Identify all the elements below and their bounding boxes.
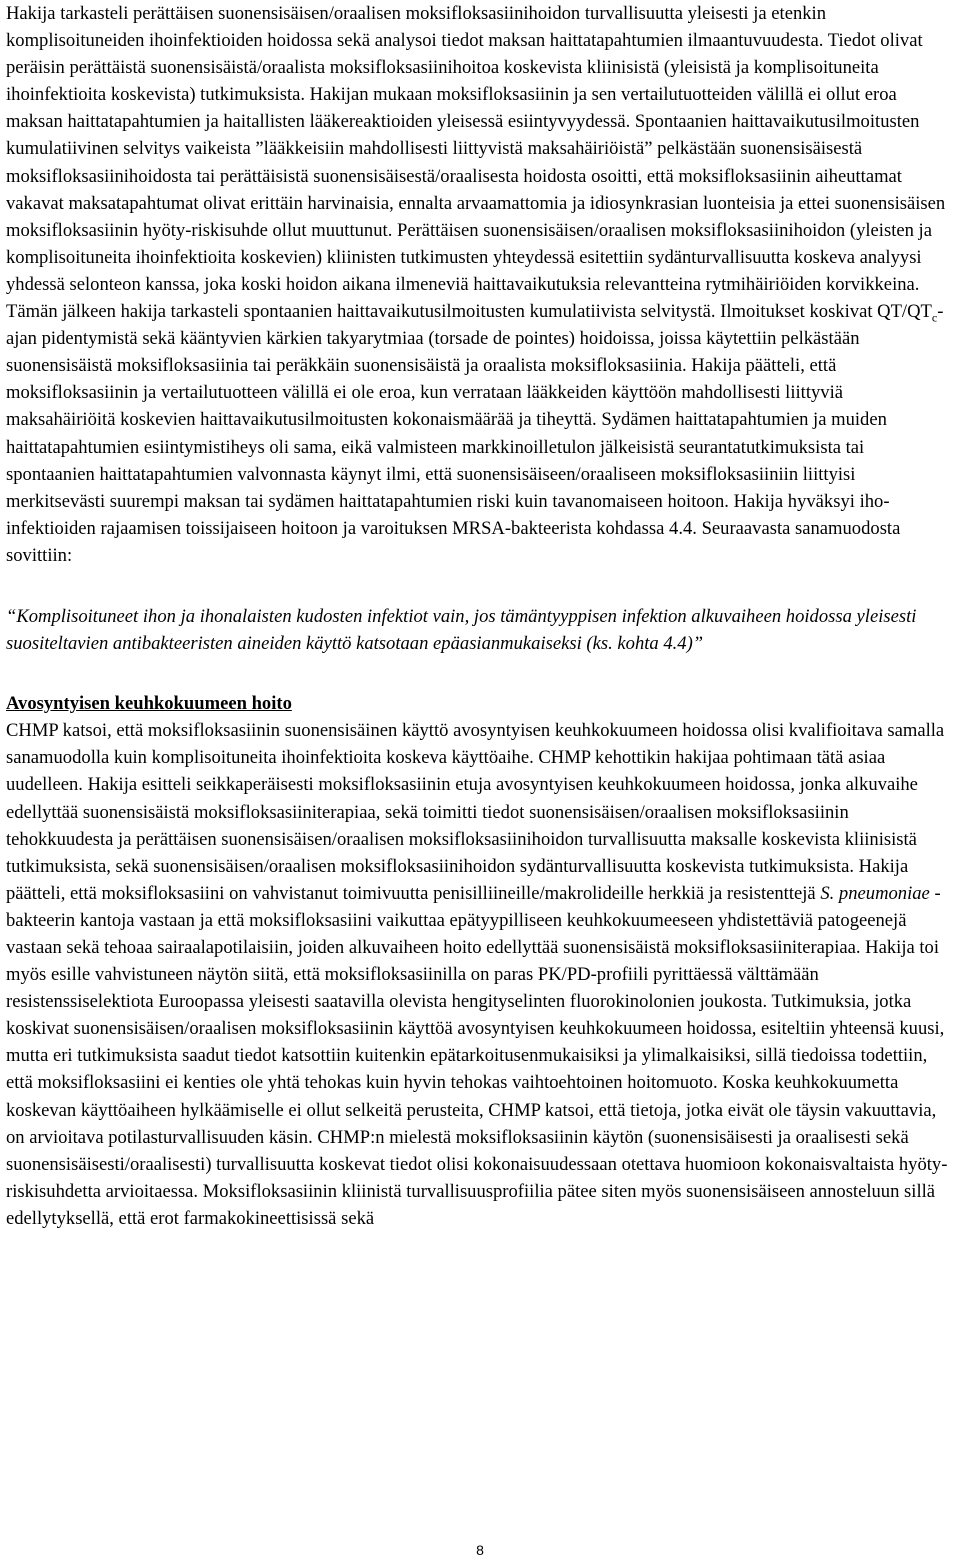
paragraph-text-continued: -bakteerin kantoja vastaan ja että moksifloksasiini vaikuttaa epätyypilliseen keuhkokuumeeseen yhdistettäviä patogeenejä vastaan sekä tehoaa sairaalapotilaisiin, joiden alkuvaiheen hoito edellyttää suonensisäistä moksifloksasiiniterapiaa. Hakija toi myös esille vahvistuneen näytön siitä, että moksifloksasiinilla on paras PK/PD-profiili pyrittäessä välttämään resistenssiselektiota Euroopassa yleisesti saatavilla olevista hengityselinten fluorokinolonien joukosta. Tutkimuksia, jotka koskivat suonensisäisen/oraalisen moksifloksasiinin käyttöä avosyntyisen keuhkokuumeen hoidossa, esiteltiin yhteensä kuusi, mutta eri tutkimuksista saadut tiedot katsottiin kuitenkin epätarkoitusenmukaisiksi ja ylimalkaisiksi, sillä tiedoissa todettiin, että moksifloksasiini ei kenties ole yhtä tehokas kuin hyvin tehokas vaihtoehtoinen hoitomuoto. Koska keuhkokuumetta koskevan käyttöaiheen hylkäämiselle ei ollut selkeitä perusteita, CHMP katsoi, että tietoja, jotka eivät ole täysin vakuuttavia, on arvioitava potilasturvallisuuden käsin. CHMP:n mielestä moksifloksasiinin käytön (suonensisäisesti ja oraalisesti sekä suonensisäisesti/oraalisesti) turvallisuutta koskevat tiedot olisi kokonaisuudessaan otettava huomioon kokonaisvaltaista hyöty-riskisuhdetta arvioitaessa. Moksifloksasiinin kliinistä turvallisuusprofiilia pätee siten myös suonensisäiseen annosteluun sillä edellytyksellä, että erot farmakokineettisissä sekä	[6, 882, 948, 1229]
body-paragraph-pneumonia	[6, 717, 954, 1232]
qtc-subscript: c	[931, 310, 938, 325]
document-page	[6, 0, 954, 1232]
agreed-wording-quote: “Komplisoituneet ihon ja ihonalaisten kudosten infektiot vain, jos tämäntyyppisen infektion alkuvaiheen hoidossa yleisesti suositeltavien antibakteeristen aineiden käyttö katsotaan epäasianmukaiseksi (ks. kohta 4.4)”	[6, 605, 917, 655]
body-paragraph-safety-analysis	[6, 0, 954, 569]
paragraph-text: CHMP katsoi, että moksifloksasiinin suonensisäinen käyttö avosyntyisen keuhkokuumeen hoidossa olisi kvalifioitava samalla sanamuodolla kuin komplisoituneita ihoinfektioita koskeva käyttöaihe. CHMP kehottikin hakijaa pohtimaan tätä asiaa uudelleen. Hakija esitteli seikkaperäisesti moksifloksasiinin etuja avosyntyisen keuhkokuumeen hoidossa, jonka alkuvaihe edellyttää suonensisäistä moksifloksasiiniterapiaa, sekä toimitti tiedot suonensisäisen/oraalisen moksifloksasiinin tehokkuudesta ja perättäisen suonensisäisen/oraalisen moksifloksasiinihoidon turvallisuutta maksalle koskevista kliinisistä tutkimuksista, sekä suonensisäisen/oraalisen moksifloksasiinihoidon sydänturvallisuutta koskevista tutkimuksista. Hakija päätteli, että moksifloksasiini on vahvistanut toimivuutta penisilliineille/makrolideille herkkiä ja resistenttejä	[6, 720, 945, 904]
page-number: 8	[476, 1542, 484, 1558]
section-heading: Avosyntyisen keuhkokuumeen hoito	[6, 693, 292, 715]
species-name-italic: S. pneumoniae	[820, 882, 930, 904]
paragraph-text: Hakija tarkasteli perättäisen suonensisäisen/oraalisen moksifloksasiinihoidon turvallisuutta yleisesti ja etenkin komplisoituneiden ihoinfektioiden hoidossa sekä analysoi tiedot maksan haittatapahtumien ilmaantuvuudesta. Tiedot olivat peräisin perättäistä suonensisäistä/oraalista moksifloksasiinihoitoa koskevista kliinisistä (yleisistä ja komplisoituneita ihoinfektioita koskevista) tutkimuksista. Hakijan mukaan moksifloksasiinin ja sen vertailutuotteiden välillä ei ollut eroa maksan haittatapahtumien ja haitallisten lääkereaktioiden yleisessä esiintyvyydessä. Spontaanien haittavaikutusilmoitusten kumulatiivinen selvitys vaikeista ”lääkkeisiin mahdollisesti liittyvistä maksahäiriöistä” pelkästään suonensisäisestä moksifloksasiinihoidosta tai perättäisistä suonensisäisestä/oraalisesta hoidosta osoitti, että moksifloksasiinin aiheuttamat vakavat maksatapahtumat olivat erittäin harvinaisia, ennalta arvaamattomia ja idiosynkrasian luonteisia ja ettei suonensisäisen moksifloksasiinin hyöty-riskisuhde ollut muuttunut. Perättäisen suonensisäisen/oraalisen moksifloksasiinihoidon (yleisten ja komplisoituneita ihoinfektioita koskevien) kliinisten tutkimusten yhteydessä esitettiin sydänturvallisuutta koskeva analyysi yhdessä selonteon kanssa, joka koski hoidon aikana ilmeneviä haittavaikutuksia relevantteina rytmihäiriöiden korvikkeina. Tämän jälkeen hakija tarkasteli spontaanien haittavaikutusilmoitusten kumulatiivista selvitystä. Ilmoitukset koskivat QT/QT	[6, 3, 946, 323]
paragraph-text-continued: -ajan pidentymistä sekä kääntyvien kärkien takyarytmiaa (torsade de pointes) hoidoissa, joissa käytettiin pelkästään suonensisäistä moksifloksasiinia tai peräkkäin suonensisäistä ja oraalista moksifloksasiinia. Hakija päätteli, että moksifloksasiinin ja vertailutuotteen välillä ei ole eroa, kun verrataan lääkkeiden käyttöön mahdollisesti liittyviä maksahäiriöitä koskevien haittavaikutusilmoitusten kokonaismäärää ja tiheyttä. Sydämen haittatapahtumien ja muiden haittatapahtumien esiintymistiheys oli sama, eikä valmisteen markkinoilletulon jälkeisistä seurantatutkimuksista tai spontaanien haittatapahtumien valvonnasta käynyt ilmi, että suonensisäiseen/oraaliseen moksifloksasiiniin liittyisi merkitsevästi suurempi maksan tai sydämen haittatapahtumien riski kuin tavanomaiseen hoitoon. Hakija hyväksyi iho-infektioiden rajaamisen toissijaiseen hoitoon ja varoituksen MRSA-bakteerista kohdassa 4.4. Seuraavasta sanamuodosta sovittiin:	[6, 301, 944, 566]
